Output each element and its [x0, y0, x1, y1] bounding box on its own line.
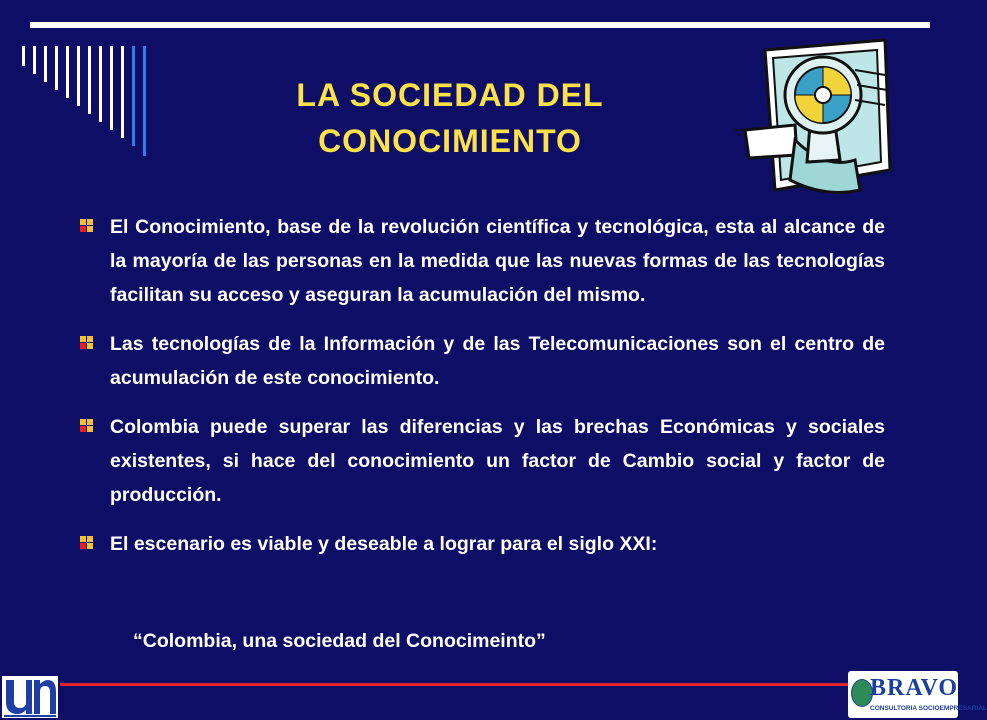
un-logo-icon — [2, 676, 58, 718]
top-divider-bar — [30, 22, 930, 28]
title-line-1: LA SOCIEDAD DEL — [296, 77, 604, 113]
bravo-logo-text: BRAVO — [870, 675, 959, 701]
slide-title — [200, 72, 700, 164]
bullet-text: El escenario es viable y deseable a lograr para el siglo XXI: — [110, 533, 658, 555]
bullet-text: Las tecnologías de la Información y de las Telecomunicaciones son el centro de acumulación de este conocimiento. — [110, 333, 885, 389]
bullet-item — [80, 210, 885, 312]
bullet-item — [80, 327, 885, 395]
closing-quote: “Colombia, una sociedad del Conocimeinto” — [133, 630, 546, 652]
bullet-icon — [80, 419, 94, 433]
bullet-text: El Conocimiento, base de la revolución científica y tecnológica, esta al alcance de la mayoría de las personas en la medida que las nuevas formas de las tecnologías facilitan su acceso y aseguran la acumulación del mismo. — [110, 216, 885, 306]
bullet-list — [80, 210, 885, 576]
cd-desk-clipart-icon — [735, 30, 895, 200]
bullet-icon — [80, 336, 94, 350]
bravo-logo — [848, 671, 987, 718]
bullet-text: Colombia puede superar las diferencias y las brechas Económicas y sociales existentes, si hace del conocimiento un factor de Cambio social y factor de producción. — [110, 416, 885, 506]
bullet-item — [80, 527, 885, 561]
bullet-icon — [80, 219, 94, 233]
bottom-divider-line — [60, 683, 850, 686]
bullet-icon — [80, 536, 94, 550]
decorative-vertical-lines — [22, 46, 152, 156]
bullet-item — [80, 410, 885, 512]
title-line-2: CONOCIMIENTO — [318, 123, 582, 159]
bravo-logo-subtitle: CONSULTORIA SOCIOEMPRESARIAL — [870, 705, 987, 712]
